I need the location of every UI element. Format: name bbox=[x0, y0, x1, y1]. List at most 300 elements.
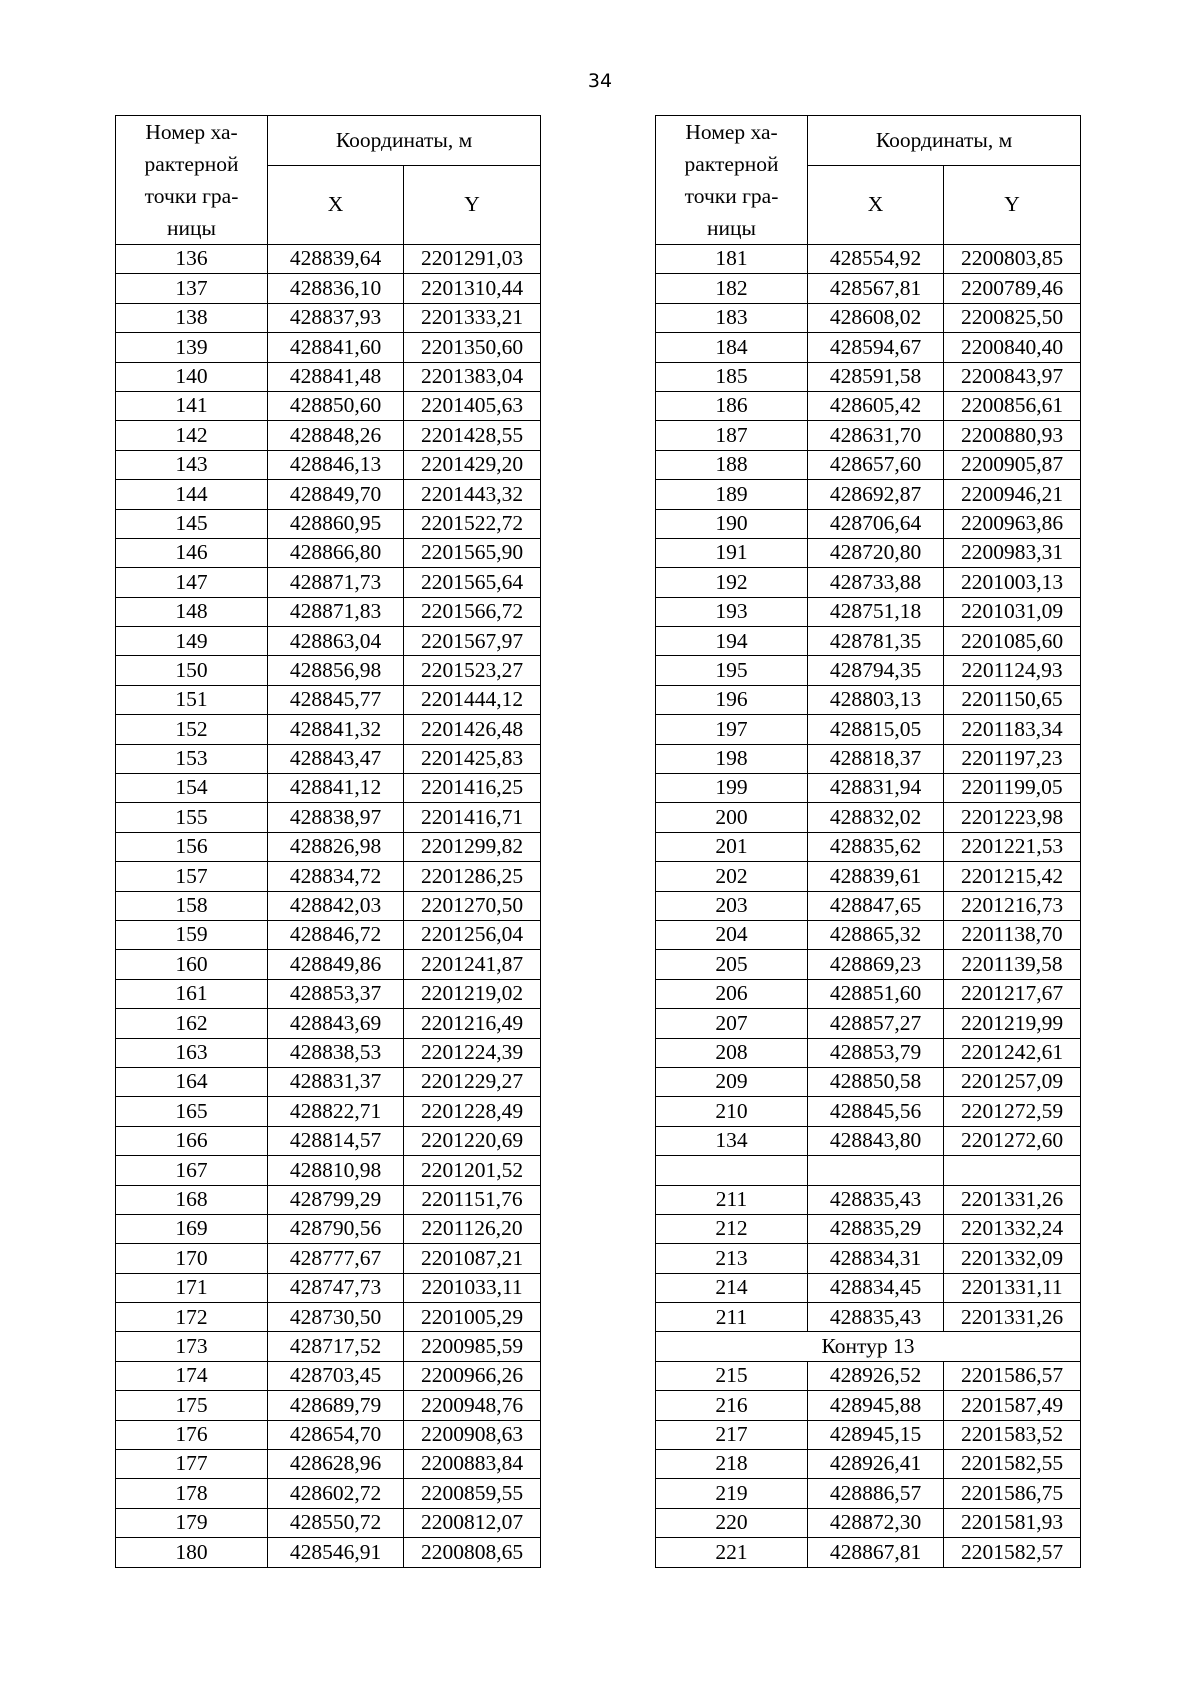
y-coordinate-cell: 2201257,09 bbox=[944, 1067, 1081, 1096]
point-number-cell: 221 bbox=[656, 1538, 808, 1567]
point-number-cell: 198 bbox=[656, 744, 808, 773]
y-coordinate-cell: 2201583,52 bbox=[944, 1420, 1081, 1449]
x-coordinate-cell: 428703,45 bbox=[268, 1361, 404, 1390]
table-row bbox=[656, 509, 1081, 538]
table-row bbox=[656, 1244, 1081, 1273]
y-coordinate-cell: 2201085,60 bbox=[944, 627, 1081, 656]
x-coordinate-cell: 428841,48 bbox=[268, 362, 404, 391]
y-coordinate-cell: 2201416,71 bbox=[404, 803, 541, 832]
y-coordinate-cell: 2201586,57 bbox=[944, 1361, 1081, 1390]
point-number-cell: 169 bbox=[116, 1214, 268, 1243]
x-coordinate-cell: 428857,27 bbox=[808, 1009, 944, 1038]
point-number-cell: 144 bbox=[116, 480, 268, 509]
x-coordinate-cell: 428945,15 bbox=[808, 1420, 944, 1449]
x-coordinate-cell: 428843,69 bbox=[268, 1009, 404, 1038]
y-coordinate-cell: 2201138,70 bbox=[944, 920, 1081, 949]
table-row bbox=[116, 774, 541, 803]
x-coordinate-cell: 428803,13 bbox=[808, 685, 944, 714]
point-number-cell: 176 bbox=[116, 1420, 268, 1449]
x-coordinate-cell bbox=[808, 1156, 944, 1185]
x-coordinate-cell: 428847,65 bbox=[808, 891, 944, 920]
y-coordinate-cell: 2201333,21 bbox=[404, 303, 541, 332]
y-coordinate-cell: 2200808,65 bbox=[404, 1538, 541, 1567]
point-number-cell: 178 bbox=[116, 1479, 268, 1508]
x-coordinate-cell: 428842,03 bbox=[268, 891, 404, 920]
point-number-cell: 190 bbox=[656, 509, 808, 538]
y-coordinate-cell: 2200859,55 bbox=[404, 1479, 541, 1508]
x-coordinate-cell: 428692,87 bbox=[808, 480, 944, 509]
table-row bbox=[116, 1391, 541, 1420]
point-number-cell: 162 bbox=[116, 1009, 268, 1038]
x-coordinate-cell: 428822,71 bbox=[268, 1097, 404, 1126]
point-number-cell: 195 bbox=[656, 656, 808, 685]
table-row bbox=[116, 509, 541, 538]
table-row bbox=[116, 421, 541, 450]
x-coordinate-cell: 428730,50 bbox=[268, 1303, 404, 1332]
table-row bbox=[116, 1038, 541, 1067]
y-coordinate-cell: 2201216,73 bbox=[944, 891, 1081, 920]
table-row bbox=[656, 1391, 1081, 1420]
y-coordinate-cell: 2200966,26 bbox=[404, 1361, 541, 1390]
point-number-cell: 172 bbox=[116, 1303, 268, 1332]
table-row bbox=[116, 715, 541, 744]
y-coordinate-cell: 2201299,82 bbox=[404, 832, 541, 861]
y-coordinate-cell: 2201416,25 bbox=[404, 774, 541, 803]
point-number-cell: 204 bbox=[656, 920, 808, 949]
x-coordinate-cell: 428747,73 bbox=[268, 1273, 404, 1302]
point-number-cell: 166 bbox=[116, 1126, 268, 1155]
table-row bbox=[656, 744, 1081, 773]
table-row bbox=[116, 1361, 541, 1390]
point-number-cell: 140 bbox=[116, 362, 268, 391]
point-number-cell: 138 bbox=[116, 303, 268, 332]
x-coordinate-cell: 428790,56 bbox=[268, 1214, 404, 1243]
y-coordinate-cell: 2200803,85 bbox=[944, 245, 1081, 274]
table-row bbox=[116, 245, 541, 274]
point-number-cell: 171 bbox=[116, 1273, 268, 1302]
x-coordinate-cell: 428839,61 bbox=[808, 862, 944, 891]
y-coordinate-cell: 2200856,61 bbox=[944, 391, 1081, 420]
point-number-cell: 210 bbox=[656, 1097, 808, 1126]
coordinates-table-left bbox=[115, 115, 541, 1568]
y-coordinate-cell: 2201581,93 bbox=[944, 1508, 1081, 1537]
point-number-cell bbox=[656, 1156, 808, 1185]
x-coordinate-cell: 428843,80 bbox=[808, 1126, 944, 1155]
table-row bbox=[116, 1214, 541, 1243]
y-coordinate-cell: 2201219,99 bbox=[944, 1009, 1081, 1038]
point-number-cell: 220 bbox=[656, 1508, 808, 1537]
x-coordinate-cell: 428849,86 bbox=[268, 950, 404, 979]
point-number-cell: 139 bbox=[116, 333, 268, 362]
table-row bbox=[116, 685, 541, 714]
table-row bbox=[656, 1508, 1081, 1537]
x-coordinate-cell: 428836,10 bbox=[268, 274, 404, 303]
y-coordinate-cell: 2201286,25 bbox=[404, 862, 541, 891]
table-row bbox=[656, 715, 1081, 744]
y-coordinate-cell: 2201310,44 bbox=[404, 274, 541, 303]
point-number-cell: 157 bbox=[116, 862, 268, 891]
y-coordinate-cell: 2201582,55 bbox=[944, 1450, 1081, 1479]
table-row bbox=[656, 1067, 1081, 1096]
point-number-cell: 185 bbox=[656, 362, 808, 391]
x-coordinate-cell: 428926,41 bbox=[808, 1450, 944, 1479]
point-number-cell: 194 bbox=[656, 627, 808, 656]
table-row bbox=[116, 920, 541, 949]
x-coordinate-cell: 428777,67 bbox=[268, 1244, 404, 1273]
point-number-cell: 219 bbox=[656, 1479, 808, 1508]
x-coordinate-cell: 428605,42 bbox=[808, 391, 944, 420]
table-row bbox=[656, 656, 1081, 685]
coordinates-header: Координаты, м bbox=[808, 116, 1081, 166]
table-row bbox=[656, 627, 1081, 656]
x-header: X bbox=[808, 165, 944, 244]
table-row bbox=[656, 1479, 1081, 1508]
y-coordinate-cell: 2201005,29 bbox=[404, 1303, 541, 1332]
x-coordinate-cell: 428818,37 bbox=[808, 744, 944, 773]
y-coordinate-cell: 2201124,93 bbox=[944, 656, 1081, 685]
point-number-cell: 137 bbox=[116, 274, 268, 303]
point-number-cell: 207 bbox=[656, 1009, 808, 1038]
x-coordinate-cell: 428850,60 bbox=[268, 391, 404, 420]
x-coordinate-cell: 428657,60 bbox=[808, 450, 944, 479]
point-number-cell: 184 bbox=[656, 333, 808, 362]
table-row bbox=[656, 1097, 1081, 1126]
point-number-header: Номер ха- рактерной точки гра- ницы bbox=[116, 116, 268, 245]
y-coordinate-cell: 2201150,65 bbox=[944, 685, 1081, 714]
y-coordinate-cell: 2201350,60 bbox=[404, 333, 541, 362]
table-row bbox=[656, 1450, 1081, 1479]
table-row bbox=[656, 685, 1081, 714]
y-coordinate-cell: 2201219,02 bbox=[404, 979, 541, 1008]
point-number-cell: 154 bbox=[116, 774, 268, 803]
y-coordinate-cell: 2201429,20 bbox=[404, 450, 541, 479]
table-row bbox=[656, 391, 1081, 420]
x-coordinate-cell: 428835,43 bbox=[808, 1185, 944, 1214]
x-coordinate-cell: 428865,32 bbox=[808, 920, 944, 949]
point-number-cell: 173 bbox=[116, 1332, 268, 1361]
table-row bbox=[116, 803, 541, 832]
table-row bbox=[656, 1332, 1081, 1361]
y-coordinate-cell: 2201241,87 bbox=[404, 950, 541, 979]
x-coordinate-cell: 428567,81 bbox=[808, 274, 944, 303]
point-number-cell: 180 bbox=[116, 1538, 268, 1567]
y-coordinate-cell: 2201587,49 bbox=[944, 1391, 1081, 1420]
x-coordinate-cell: 428810,98 bbox=[268, 1156, 404, 1185]
table-row bbox=[116, 597, 541, 626]
y-coordinate-cell: 2200843,97 bbox=[944, 362, 1081, 391]
table-row bbox=[116, 333, 541, 362]
table-row bbox=[116, 627, 541, 656]
table-row bbox=[656, 862, 1081, 891]
x-coordinate-cell: 428594,67 bbox=[808, 333, 944, 362]
x-coordinate-cell: 428841,32 bbox=[268, 715, 404, 744]
point-number-cell: 181 bbox=[656, 245, 808, 274]
x-coordinate-cell: 428720,80 bbox=[808, 538, 944, 567]
table-row bbox=[656, 1214, 1081, 1243]
x-coordinate-cell: 428869,23 bbox=[808, 950, 944, 979]
y-header: Y bbox=[404, 165, 541, 244]
point-number-cell: 141 bbox=[116, 391, 268, 420]
table-row bbox=[116, 979, 541, 1008]
point-number-cell: 199 bbox=[656, 774, 808, 803]
x-coordinate-cell: 428654,70 bbox=[268, 1420, 404, 1449]
x-coordinate-cell: 428815,05 bbox=[808, 715, 944, 744]
x-coordinate-cell: 428872,30 bbox=[808, 1508, 944, 1537]
point-number-cell: 142 bbox=[116, 421, 268, 450]
point-number-cell: 151 bbox=[116, 685, 268, 714]
x-coordinate-cell: 428838,97 bbox=[268, 803, 404, 832]
point-number-cell: 160 bbox=[116, 950, 268, 979]
y-coordinate-cell: 2201242,61 bbox=[944, 1038, 1081, 1067]
x-coordinate-cell: 428848,26 bbox=[268, 421, 404, 450]
y-coordinate-cell: 2201003,13 bbox=[944, 568, 1081, 597]
y-coordinate-cell: 2200840,40 bbox=[944, 333, 1081, 362]
point-number-cell: 146 bbox=[116, 538, 268, 567]
table-row bbox=[116, 862, 541, 891]
y-coordinate-cell: 2201332,09 bbox=[944, 1244, 1081, 1273]
y-coordinate-cell: 2201405,63 bbox=[404, 391, 541, 420]
table-row bbox=[656, 891, 1081, 920]
y-coordinate-cell: 2201223,98 bbox=[944, 803, 1081, 832]
y-coordinate-cell: 2201566,72 bbox=[404, 597, 541, 626]
y-coordinate-cell: 2201272,60 bbox=[944, 1126, 1081, 1155]
x-coordinate-cell: 428835,62 bbox=[808, 832, 944, 861]
y-coordinate-cell: 2201216,49 bbox=[404, 1009, 541, 1038]
table-row bbox=[116, 656, 541, 685]
x-coordinate-cell: 428799,29 bbox=[268, 1185, 404, 1214]
point-number-cell: 197 bbox=[656, 715, 808, 744]
y-coordinate-cell: 2201523,27 bbox=[404, 656, 541, 685]
y-coordinate-cell: 2200908,63 bbox=[404, 1420, 541, 1449]
point-number-cell: 149 bbox=[116, 627, 268, 656]
table-row bbox=[116, 891, 541, 920]
point-number-cell: 211 bbox=[656, 1185, 808, 1214]
point-number-cell: 189 bbox=[656, 480, 808, 509]
x-coordinate-cell: 428837,93 bbox=[268, 303, 404, 332]
point-number-cell: 203 bbox=[656, 891, 808, 920]
point-number-cell: 179 bbox=[116, 1508, 268, 1537]
x-coordinate-cell: 428835,43 bbox=[808, 1303, 944, 1332]
y-coordinate-cell: 2201272,59 bbox=[944, 1097, 1081, 1126]
table-row bbox=[116, 832, 541, 861]
x-coordinate-cell: 428926,52 bbox=[808, 1361, 944, 1390]
point-number-cell: 165 bbox=[116, 1097, 268, 1126]
y-coordinate-cell: 2201197,23 bbox=[944, 744, 1081, 773]
point-number-cell: 177 bbox=[116, 1450, 268, 1479]
x-coordinate-cell: 428826,98 bbox=[268, 832, 404, 861]
point-number-cell: 192 bbox=[656, 568, 808, 597]
point-number-cell: 148 bbox=[116, 597, 268, 626]
table-row bbox=[116, 274, 541, 303]
y-coordinate-cell: 2201426,48 bbox=[404, 715, 541, 744]
table-row bbox=[116, 450, 541, 479]
point-number-cell: 168 bbox=[116, 1185, 268, 1214]
point-number-cell: 170 bbox=[116, 1244, 268, 1273]
x-coordinate-cell: 428871,73 bbox=[268, 568, 404, 597]
table-row bbox=[116, 1244, 541, 1273]
x-coordinate-cell: 428846,72 bbox=[268, 920, 404, 949]
x-coordinate-cell: 428689,79 bbox=[268, 1391, 404, 1420]
y-coordinate-cell: 2201582,57 bbox=[944, 1538, 1081, 1567]
y-coordinate-cell: 2201565,90 bbox=[404, 538, 541, 567]
y-coordinate-cell: 2201586,75 bbox=[944, 1479, 1081, 1508]
y-coordinate-cell: 2201383,04 bbox=[404, 362, 541, 391]
x-coordinate-cell: 428835,29 bbox=[808, 1214, 944, 1243]
x-coordinate-cell: 428831,37 bbox=[268, 1067, 404, 1096]
x-coordinate-cell: 428794,35 bbox=[808, 656, 944, 685]
table-row bbox=[656, 774, 1081, 803]
x-coordinate-cell: 428856,98 bbox=[268, 656, 404, 685]
x-coordinate-cell: 428845,77 bbox=[268, 685, 404, 714]
point-number-cell: 193 bbox=[656, 597, 808, 626]
x-coordinate-cell: 428850,58 bbox=[808, 1067, 944, 1096]
x-coordinate-cell: 428945,88 bbox=[808, 1391, 944, 1420]
x-coordinate-cell: 428866,80 bbox=[268, 538, 404, 567]
table-row bbox=[116, 1185, 541, 1214]
point-number-cell: 215 bbox=[656, 1361, 808, 1390]
point-number-cell: 174 bbox=[116, 1361, 268, 1390]
y-coordinate-cell: 2200880,93 bbox=[944, 421, 1081, 450]
table-row bbox=[656, 832, 1081, 861]
table-row bbox=[116, 1479, 541, 1508]
x-coordinate-cell: 428846,13 bbox=[268, 450, 404, 479]
y-coordinate-cell: 2201291,03 bbox=[404, 245, 541, 274]
y-coordinate-cell: 2201217,67 bbox=[944, 979, 1081, 1008]
table-row bbox=[116, 391, 541, 420]
y-coordinate-cell: 2201139,58 bbox=[944, 950, 1081, 979]
x-coordinate-cell: 428814,57 bbox=[268, 1126, 404, 1155]
x-coordinate-cell: 428867,81 bbox=[808, 1538, 944, 1567]
table-row bbox=[116, 1097, 541, 1126]
x-coordinate-cell: 428853,79 bbox=[808, 1038, 944, 1067]
table-row bbox=[656, 538, 1081, 567]
point-number-cell: 143 bbox=[116, 450, 268, 479]
table-row bbox=[656, 1038, 1081, 1067]
y-coordinate-cell: 2201331,26 bbox=[944, 1303, 1081, 1332]
table-row bbox=[656, 333, 1081, 362]
y-coordinate-cell: 2200985,59 bbox=[404, 1332, 541, 1361]
table-row bbox=[656, 450, 1081, 479]
y-coordinate-cell: 2201270,50 bbox=[404, 891, 541, 920]
y-coordinate-cell: 2201428,55 bbox=[404, 421, 541, 450]
point-number-cell: 145 bbox=[116, 509, 268, 538]
x-coordinate-cell: 428631,70 bbox=[808, 421, 944, 450]
table-row bbox=[116, 1332, 541, 1361]
point-number-cell: 159 bbox=[116, 920, 268, 949]
y-coordinate-cell: 2201331,11 bbox=[944, 1273, 1081, 1302]
y-coordinate-cell: 2201031,09 bbox=[944, 597, 1081, 626]
table-row bbox=[656, 274, 1081, 303]
x-coordinate-cell: 428838,53 bbox=[268, 1038, 404, 1067]
y-coordinate-cell: 2201522,72 bbox=[404, 509, 541, 538]
y-coordinate-cell: 2201199,05 bbox=[944, 774, 1081, 803]
point-number-cell: 202 bbox=[656, 862, 808, 891]
point-number-cell: 150 bbox=[116, 656, 268, 685]
point-number-cell: 136 bbox=[116, 245, 268, 274]
coordinates-table-right bbox=[655, 115, 1081, 1568]
point-number-cell: 175 bbox=[116, 1391, 268, 1420]
table-row bbox=[116, 1420, 541, 1449]
y-coordinate-cell: 2201201,52 bbox=[404, 1156, 541, 1185]
y-coordinate-cell: 2201126,20 bbox=[404, 1214, 541, 1243]
point-number-cell: 163 bbox=[116, 1038, 268, 1067]
y-coordinate-cell: 2201221,53 bbox=[944, 832, 1081, 861]
point-number-cell: 147 bbox=[116, 568, 268, 597]
table-row bbox=[656, 362, 1081, 391]
point-number-cell: 152 bbox=[116, 715, 268, 744]
table-row bbox=[116, 1126, 541, 1155]
table-row bbox=[116, 538, 541, 567]
point-number-cell: 208 bbox=[656, 1038, 808, 1067]
table-row bbox=[116, 480, 541, 509]
y-coordinate-cell: 2201220,69 bbox=[404, 1126, 541, 1155]
y-coordinate-cell: 2201331,26 bbox=[944, 1185, 1081, 1214]
x-coordinate-cell: 428843,47 bbox=[268, 744, 404, 773]
point-number-cell: 211 bbox=[656, 1303, 808, 1332]
y-coordinate-cell: 2200983,31 bbox=[944, 538, 1081, 567]
table-row bbox=[116, 950, 541, 979]
y-coordinate-cell: 2201565,64 bbox=[404, 568, 541, 597]
point-number-cell: 188 bbox=[656, 450, 808, 479]
table-row bbox=[656, 597, 1081, 626]
x-coordinate-cell: 428860,95 bbox=[268, 509, 404, 538]
point-number-cell: 182 bbox=[656, 274, 808, 303]
x-coordinate-cell: 428834,72 bbox=[268, 862, 404, 891]
table-row bbox=[116, 303, 541, 332]
x-coordinate-cell: 428851,60 bbox=[808, 979, 944, 1008]
y-coordinate-cell: 2201224,39 bbox=[404, 1038, 541, 1067]
table-row bbox=[656, 950, 1081, 979]
x-coordinate-cell: 428831,94 bbox=[808, 774, 944, 803]
table-row bbox=[116, 1450, 541, 1479]
y-coordinate-cell bbox=[944, 1156, 1081, 1185]
y-coordinate-cell: 2201087,21 bbox=[404, 1244, 541, 1273]
point-number-cell: 186 bbox=[656, 391, 808, 420]
coordinates-header: Координаты, м bbox=[268, 116, 541, 166]
y-coordinate-cell: 2201215,42 bbox=[944, 862, 1081, 891]
x-coordinate-cell: 428863,04 bbox=[268, 627, 404, 656]
point-number-cell: 214 bbox=[656, 1273, 808, 1302]
point-number-cell: 155 bbox=[116, 803, 268, 832]
point-number-cell: 209 bbox=[656, 1067, 808, 1096]
x-coordinate-cell: 428832,02 bbox=[808, 803, 944, 832]
table-row bbox=[656, 1361, 1081, 1390]
table-row bbox=[656, 1185, 1081, 1214]
point-number-cell: 158 bbox=[116, 891, 268, 920]
x-coordinate-cell: 428849,70 bbox=[268, 480, 404, 509]
table-row bbox=[656, 1538, 1081, 1567]
y-coordinate-cell: 2200948,76 bbox=[404, 1391, 541, 1420]
table-row bbox=[116, 1508, 541, 1537]
point-number-cell: 213 bbox=[656, 1244, 808, 1273]
y-coordinate-cell: 2200963,86 bbox=[944, 509, 1081, 538]
x-coordinate-cell: 428717,52 bbox=[268, 1332, 404, 1361]
x-coordinate-cell: 428751,18 bbox=[808, 597, 944, 626]
point-number-cell: 196 bbox=[656, 685, 808, 714]
point-number-cell: 201 bbox=[656, 832, 808, 861]
point-number-cell: 217 bbox=[656, 1420, 808, 1449]
x-coordinate-cell: 428886,57 bbox=[808, 1479, 944, 1508]
x-coordinate-cell: 428841,12 bbox=[268, 774, 404, 803]
table-row bbox=[656, 1156, 1081, 1185]
x-header: X bbox=[268, 165, 404, 244]
y-coordinate-cell: 2201444,12 bbox=[404, 685, 541, 714]
y-coordinate-cell: 2201151,76 bbox=[404, 1185, 541, 1214]
x-coordinate-cell: 428853,37 bbox=[268, 979, 404, 1008]
y-coordinate-cell: 2200946,21 bbox=[944, 480, 1081, 509]
table-row bbox=[116, 1273, 541, 1302]
table-row bbox=[656, 1420, 1081, 1449]
